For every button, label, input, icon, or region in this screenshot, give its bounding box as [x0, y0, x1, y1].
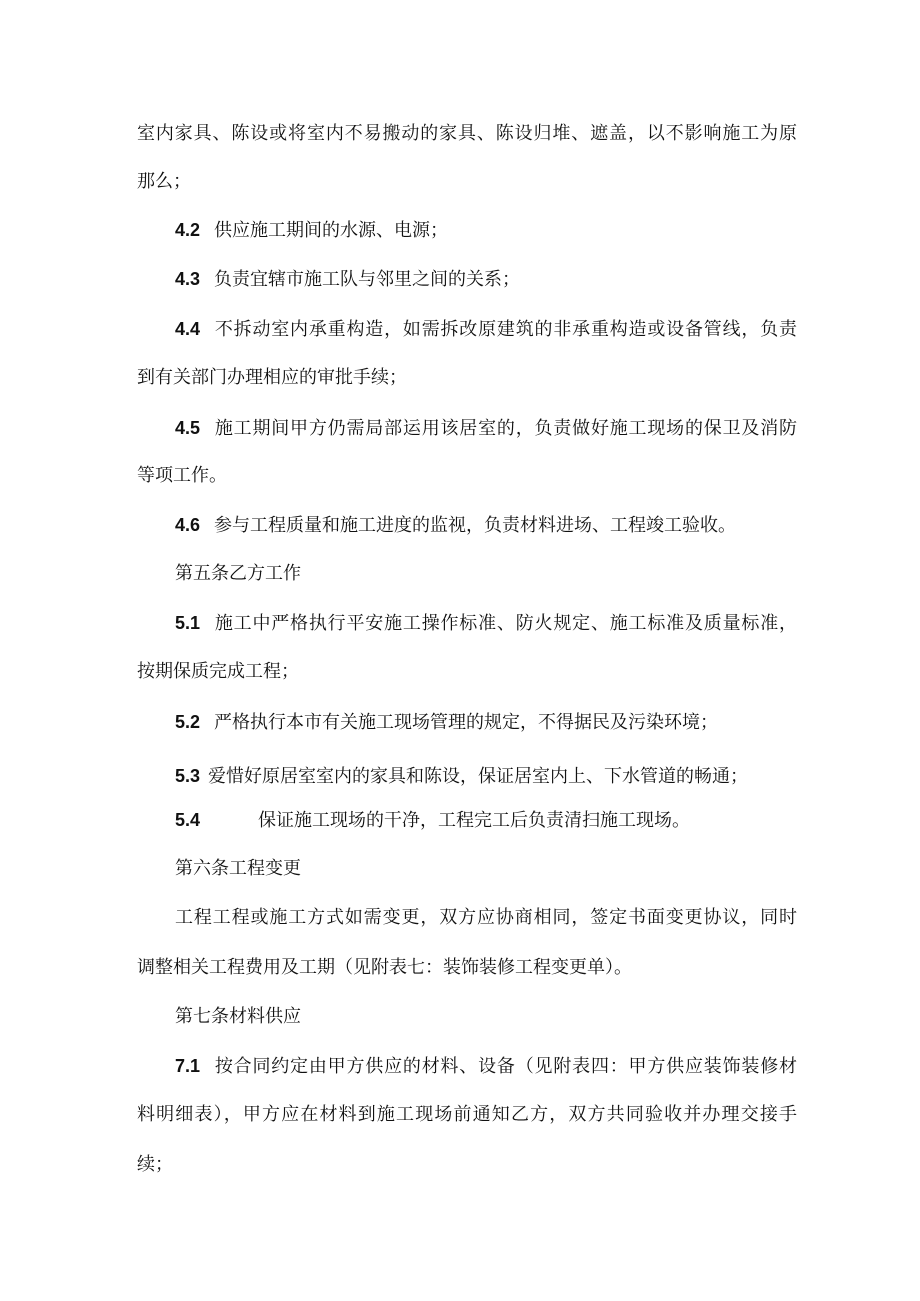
- clause-number: 4.2: [175, 220, 201, 240]
- clause-number: 5.4: [175, 810, 201, 830]
- clause-5-3: [175, 764, 797, 789]
- clause-number: 5.1: [175, 613, 201, 633]
- paragraph-line: 等项工作。: [137, 465, 227, 486]
- paragraph-line: 工程工程或施工方式如需变更，双方应协商相同，签定书面变更协议，同时: [175, 907, 797, 928]
- clause-number: 4.3: [175, 269, 201, 289]
- clause-4-5: [175, 416, 797, 441]
- paragraph-line: 按期保质完成工程；: [137, 661, 299, 682]
- paragraph-line: 续；: [137, 1154, 173, 1175]
- clause-4-3: [175, 267, 797, 292]
- paragraph-line: 那么；: [137, 171, 191, 192]
- clause-number: 5.2: [175, 712, 201, 732]
- clause-text: 保证施工现场的干净，工程完工后负责清扫施工现场。: [258, 810, 691, 831]
- clause-number: 4.4: [175, 319, 201, 339]
- clause-text: 供应施工期间的水源、电源；: [214, 220, 449, 241]
- clause-text: 严格执行本市有关施工现场管理的规定，不得据民及污染环境；: [214, 712, 719, 733]
- section-heading: 第五条乙方工作: [175, 563, 301, 584]
- clause-5-2: [175, 710, 797, 735]
- paragraph-line: 室内家具、陈设或将室内不易搬动的家具、陈设归堆、遮盖，以不影响施工为原: [137, 123, 797, 144]
- clause-4-6: [175, 513, 797, 538]
- clause-text: 不拆动室内承重构造，如需拆改原建筑的非承重构造或设备管线，负责: [214, 319, 797, 340]
- clause-5-1: [175, 611, 797, 636]
- clause-4-4: [175, 317, 797, 342]
- clause-5-4: [175, 808, 797, 833]
- clause-7-1: [175, 1054, 797, 1079]
- clause-text: 负责宜辖市施工队与邻里之间的关系；: [214, 269, 521, 290]
- clause-text: 参与工程质量和施工进度的监视，负责材料进场、工程竣工验收。: [214, 515, 737, 536]
- clause-text: 按合同约定由甲方供应的材料、设备（见附表四：甲方供应装饰装修材: [214, 1056, 797, 1077]
- clause-number: 7.1: [175, 1056, 201, 1076]
- clause-text: 施工中严格执行平安施工操作标准、防火规定、施工标准及质量标准，: [214, 613, 797, 634]
- clause-4-2: [175, 218, 797, 243]
- paragraph-line: 料明细表），甲方应在材料到施工现场前通知乙方，双方共同验收并办理交接手: [137, 1104, 797, 1125]
- clause-number: 4.6: [175, 515, 201, 535]
- paragraph-line: 调整相关工程费用及工期（见附表七：装饰装修工程变更单）。: [137, 957, 632, 978]
- clause-number: 5.3: [175, 766, 201, 786]
- clause-text: 施工期间甲方仍需局部运用该居室的，负责做好施工现场的保卫及消防: [214, 418, 797, 439]
- clause-number: 4.5: [175, 418, 201, 438]
- section-heading: 第六条工程变更: [175, 858, 301, 879]
- clause-text: 爱惜好原居室室内的家具和陈设，保证居室内上、下水管道的畅通；: [208, 766, 749, 787]
- section-heading: 第七条材料供应: [175, 1006, 301, 1027]
- paragraph-line: 到有关部门办理相应的审批手续；: [137, 367, 407, 388]
